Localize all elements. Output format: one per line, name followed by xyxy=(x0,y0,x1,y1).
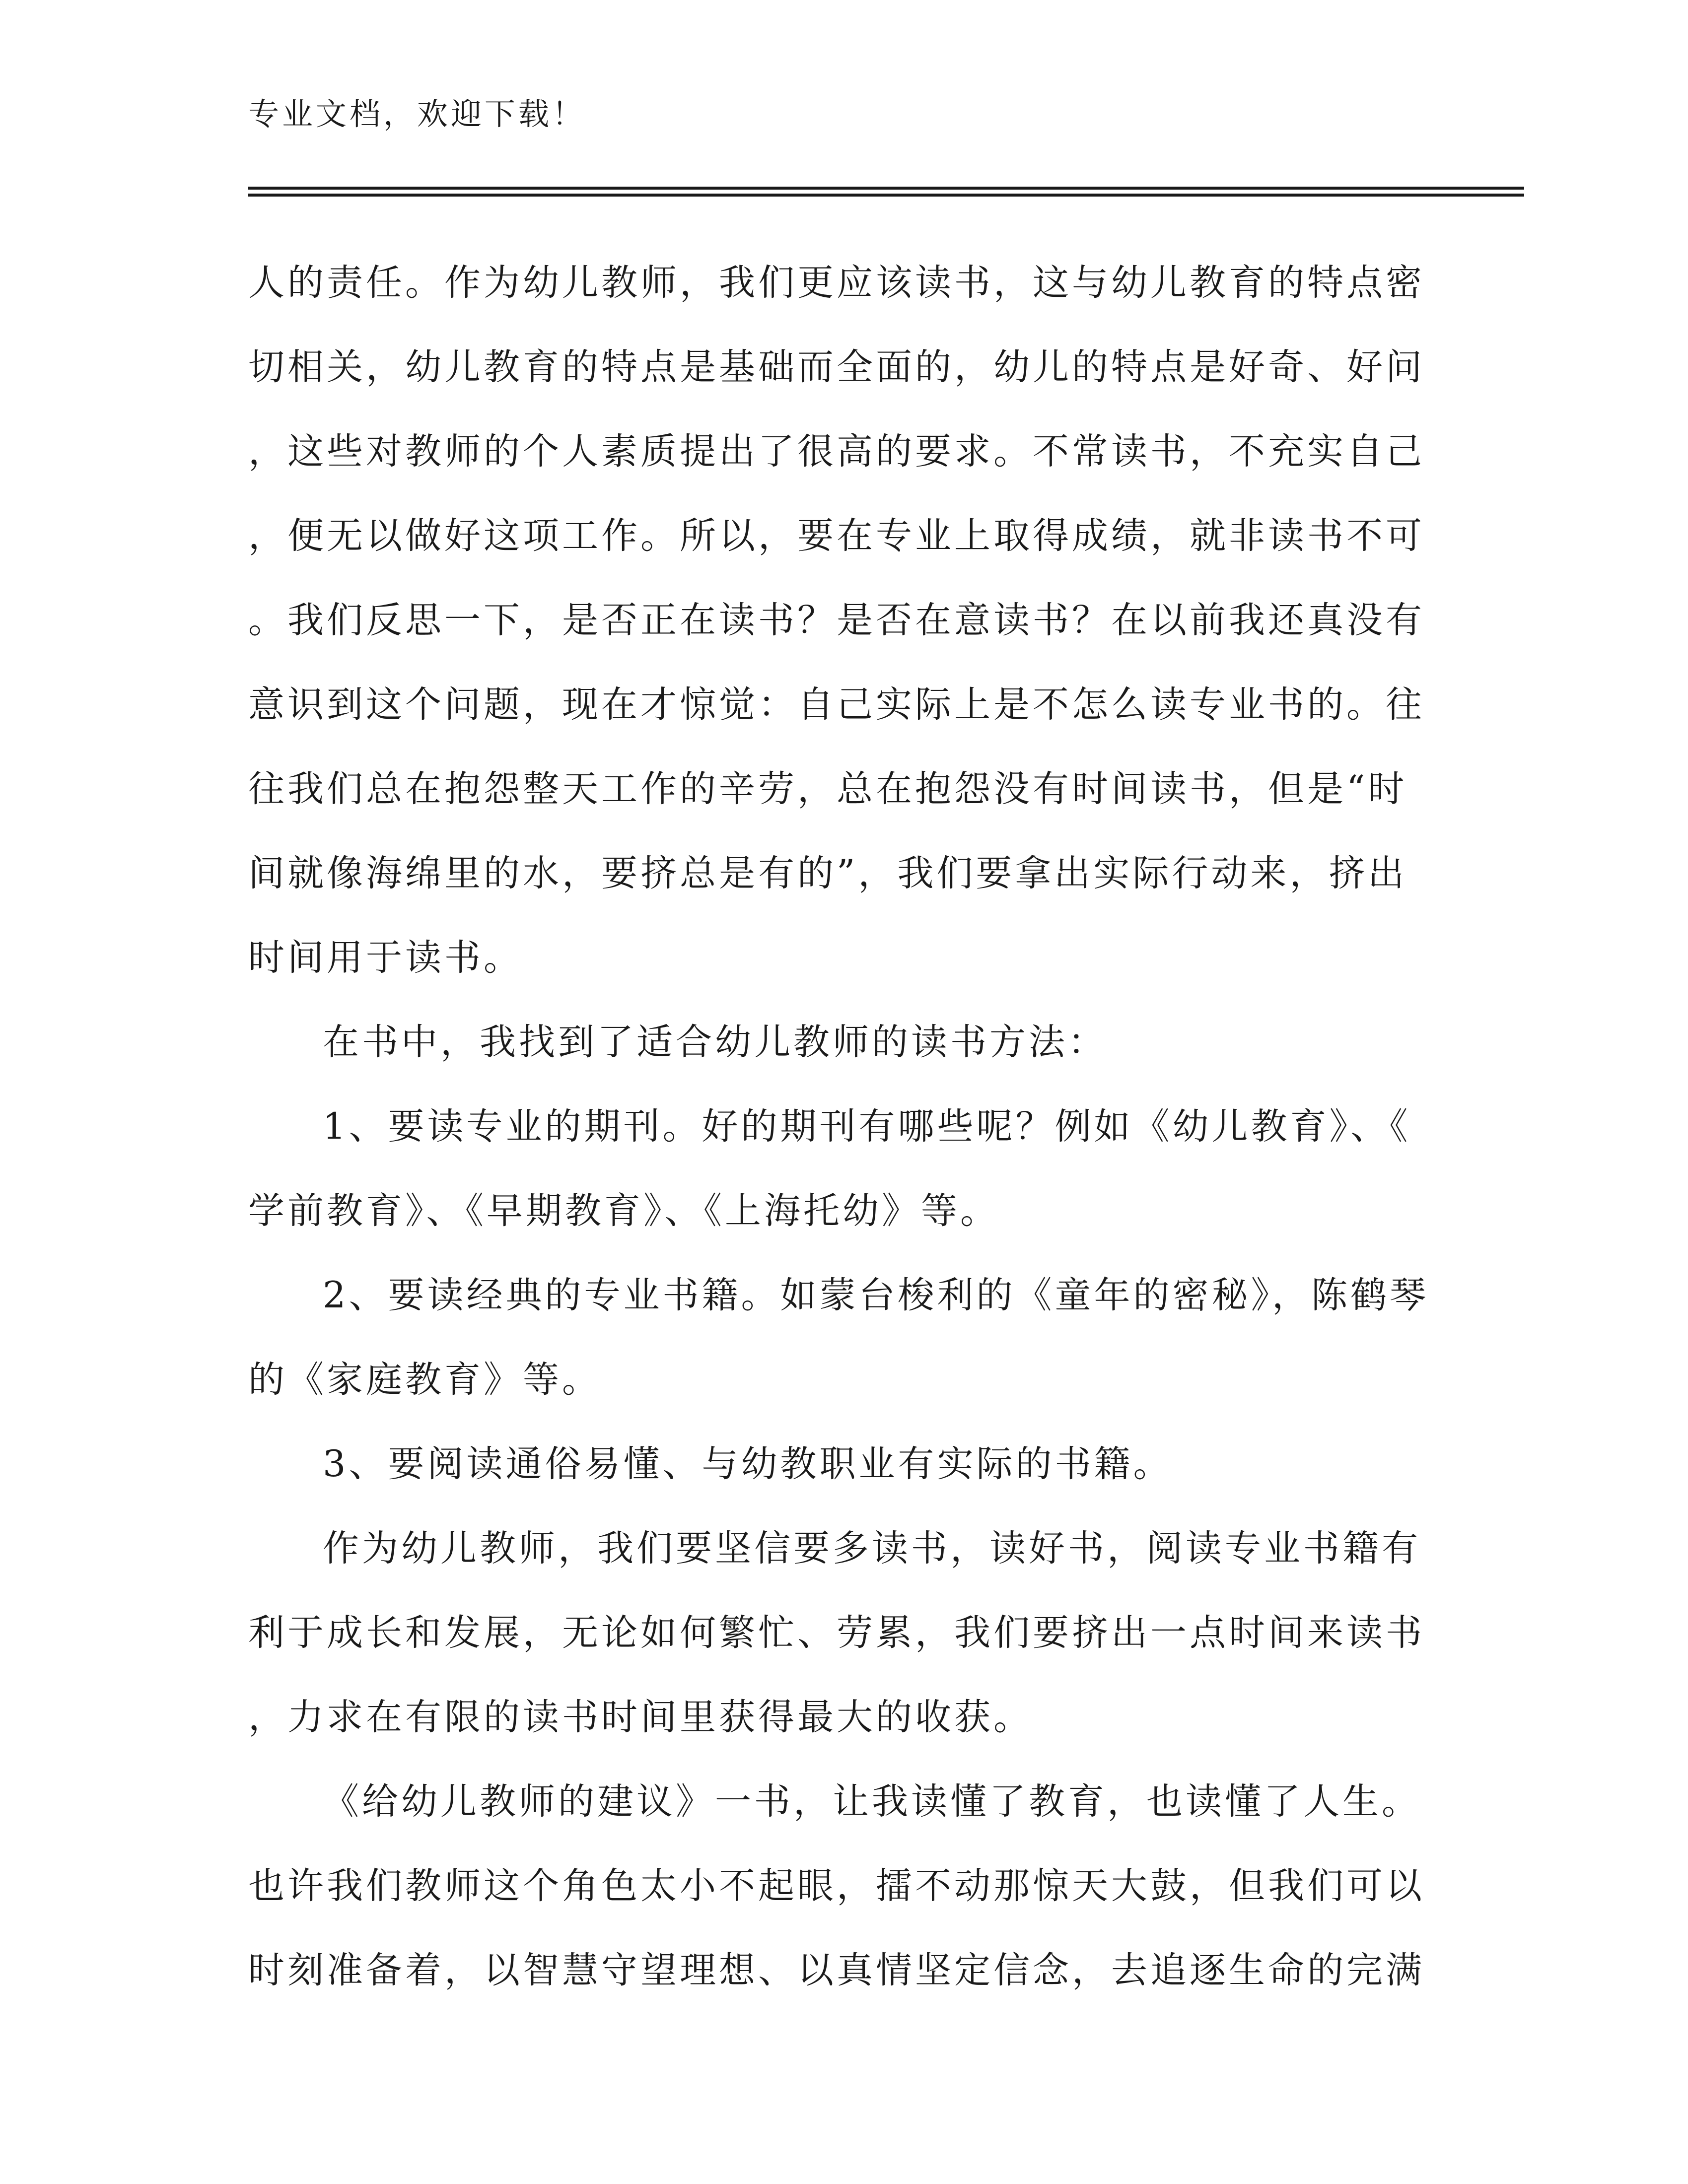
text-line: 学前教育》、《早期教育》、《上海托幼》等。 xyxy=(248,1190,999,1232)
header-divider xyxy=(248,187,1524,190)
text-line: 作为幼儿教师，我们要坚信要多读书，读好书，阅读专业书籍有 xyxy=(323,1527,1421,1570)
text-line: 。我们反思一下，是否正在读书？是否在意读书？在以前我还真没有 xyxy=(248,599,1425,641)
text-line: 的《家庭教育》等。 xyxy=(248,1359,601,1401)
text-line: 1、要读专业的期刊。好的期刊有哪些呢？例如《幼儿教育》、《 xyxy=(323,1105,1411,1148)
header-text: 专业文档，欢迎下载！ xyxy=(248,96,586,132)
text-line: 往我们总在抱怨整天工作的辛劳，总在抱怨没有时间读书，但是“时 xyxy=(248,768,1407,810)
text-line: 间就像海绵里的水，要挤总是有的”，我们要拿出实际行动来，挤出 xyxy=(248,852,1407,894)
text-line: ，力求在有限的读书时间里获得最大的收获。 xyxy=(248,1696,1033,1738)
header-divider-second xyxy=(248,194,1524,197)
text-line: 人的责任。作为幼儿教师，我们更应该读书，这与幼儿教育的特点密 xyxy=(248,262,1425,304)
text-line: 切相关，幼儿教育的特点是基础而全面的，幼儿的特点是好奇、好问 xyxy=(248,346,1425,388)
text-line: ，这些对教师的个人素质提出了很高的要求。不常读书，不充实自己 xyxy=(248,430,1425,473)
text-line: 时间用于读书。 xyxy=(248,937,523,979)
text-line: 意识到这个问题，现在才惊觉：自己实际上是不怎么读专业书的。往 xyxy=(248,683,1425,726)
text-line: 3、要阅读通俗易懂、与幼教职业有实际的书籍。 xyxy=(323,1443,1173,1485)
text-line: 利于成长和发展，无论如何繁忙、劳累，我们要挤出一点时间来读书 xyxy=(248,1612,1425,1654)
text-line: ，便无以做好这项工作。所以，要在专业上取得成绩，就非读书不可 xyxy=(248,515,1425,557)
text-line: 也许我们教师这个角色太小不起眼，擂不动那惊天大鼓，但我们可以 xyxy=(248,1865,1425,1907)
text-line: 在书中，我找到了适合幼儿教师的读书方法： xyxy=(323,1021,1107,1063)
text-line: 时刻准备着，以智慧守望理想、以真情坚定信念，去追逐生命的完满 xyxy=(248,1949,1425,1991)
text-line: 2、要读经典的专业书籍。如蒙台梭利的《童年的密秘》，陈鹤琴 xyxy=(323,1274,1429,1316)
text-line: 《给幼儿教师的建议》一书，让我读懂了教育，也读懂了人生。 xyxy=(323,1780,1421,1823)
